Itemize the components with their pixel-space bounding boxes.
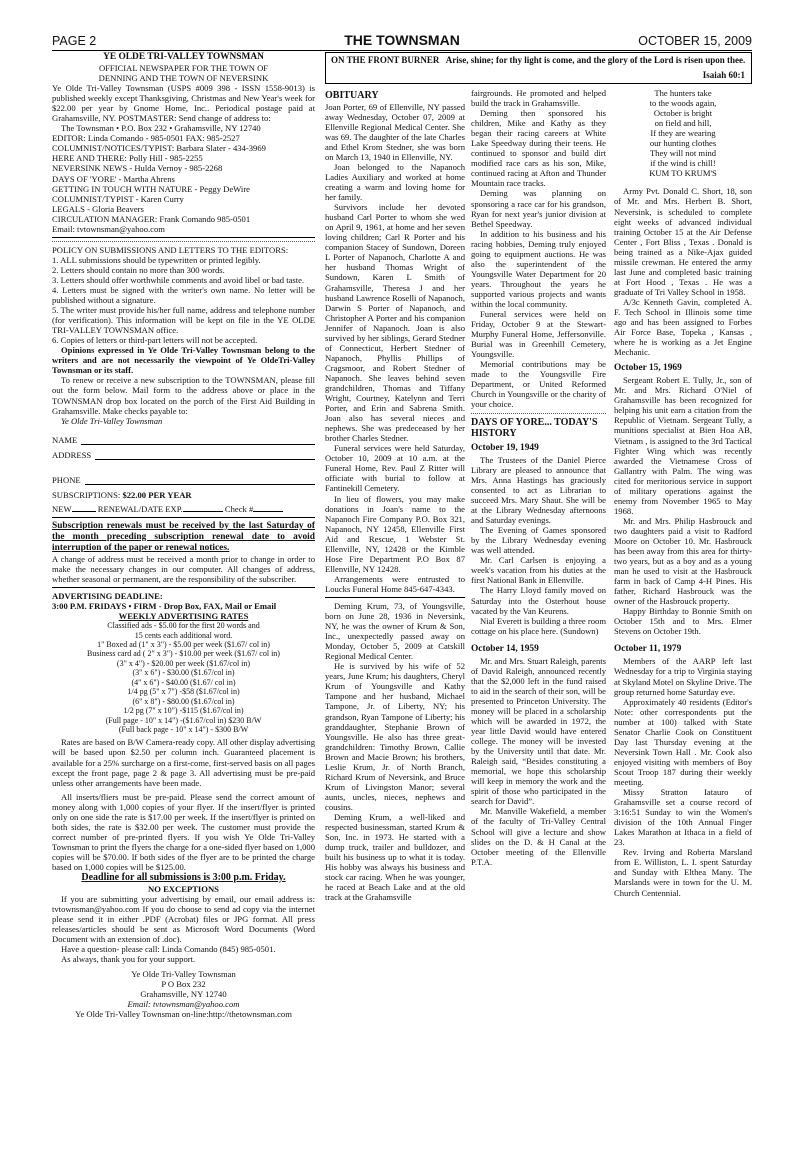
contact-email[interactable]: Email: tvtownsman@yahoo.com xyxy=(127,999,240,1010)
page-number: PAGE 2 xyxy=(52,34,97,48)
obit-paragraph: Memorial contributions may be made to the Youngsville Fire Department, or United Reformed Church in Youngsville or the charity of your choice. xyxy=(471,359,606,410)
front-burner-quote: Arise, shine; for thy light is come, and the glory of the Lord is risen upon thee. xyxy=(445,55,746,65)
renewal-date-field[interactable] xyxy=(183,504,223,512)
thanks-line: As always, thank you for your support. xyxy=(61,954,196,965)
history-paragraph: Rev. Irving and Roberta Marsland from E. Williston, L. I. spent Saturday and Sunday with Elthea Many. The Marslands were in town for the U. M. Church Centennial. xyxy=(614,847,752,898)
divider xyxy=(325,597,465,598)
date-heading: October 14, 1959 xyxy=(471,643,539,654)
policy-item: 5. The writer must provide his/her full name, address and telephone number (for verification). This information will be kept on file in the YE OLDE TRI-VALLEY TOWNSMAN office. xyxy=(52,305,315,336)
phone-label: PHONE xyxy=(52,474,81,485)
new-checkbox[interactable] xyxy=(72,504,96,512)
divider xyxy=(471,413,606,414)
rates-title: WEEKLY ADVERTISING RATES xyxy=(118,611,249,622)
obit-paragraph: Deming Krum, 73, of Youngsville, born on June 28, 1936 in Neversink, NY, he was the owner of Krum & Son, Inc., unexpectedly passed away on Monday, October 5, 2009 at Catskill Regional Medical Center. xyxy=(325,600,465,662)
divider xyxy=(52,237,315,238)
renew-instructions: To renew or receive a new subscription to the TOWNSMAN, please fill out the form below. Mail form to the address above or place in the TOWNSMAN drop box located on the porch of the First Aid Building in Grahamsville. Make checks payable to: xyxy=(52,375,315,416)
front-burner-source: Isaiah 60:1 xyxy=(702,70,745,81)
masthead-line: Ye Olde Tri-Valley Townsman (USPS #009 398 - ISSN 1558-9013) is published weekly except Thanksgiving, Christmas and New Year's week for $22.00 per year by Gnome Home, Inc.. Periodical postage paid at Grahamsville, NY. POSTMASTER: Send change of address to: xyxy=(52,83,315,124)
date-heading: October 15, 1969 xyxy=(614,363,682,374)
camera-ready-note: Rates are based on B/W Camera-ready copy. All other display advertising will be based upon $2.50 per column inch. Guaranteed placement is available for a 25% surcharge on a first-come, first-served basis on all pages except the front page, page 2 & page 3. All advertising must be pre-paid unless other arrangements have been made. xyxy=(52,737,315,788)
inserts-note: All inserts/fliers must be pre-paid. Please send the correct amount of money along with 1,000 copies of your flyer. If the insert/flyer is printed only on one side the rate is $17.00 per week. If the insert/flyer is printed on both sides, the rate is $32.00 per week. The customer must provide the correct number of pre-printed flyers. If you wish Ye Olde Tri-Valley Townsman to print the flyers the charge for a one-sided flyer based on 1,000 copies will be $70.00. If both sides of the flyer are to be printed the charge based on 1,000 copies will be $125.00. xyxy=(52,791,315,872)
obit-paragraph: Funeral services were held on Friday, October 9 at the Stewart-Murphy Funeral Home, Jeffersonville. Burial was in Greenhill Cemetery, Youngsville. xyxy=(471,309,606,360)
address-change-notice: A change of address must be received a month prior to change in order to make the necessary changes in our computer. All changes of address, whether seasonal or permanent, are the responsibility of the subscriber. xyxy=(52,553,315,584)
poem-line: If they are wearing xyxy=(650,128,716,139)
history-paragraph: The Harry Lloyd family moved on Saturday into the Osterhout house vacated by the Van Keurens. xyxy=(471,585,606,616)
poem-line: our hunting clothes xyxy=(649,138,717,149)
masthead-email: Email: tvtownsman@yahoo.com xyxy=(52,223,165,234)
masthead-line: The Townsman • P.O. Box 232 • Grahamsville, NY 12740 xyxy=(61,123,261,134)
no-exceptions: NO EXCEPTIONS xyxy=(148,883,219,894)
newspaper-title: THE TOWNSMAN xyxy=(344,32,460,48)
policy-item: 2. Letters should contain no more than 300 words. xyxy=(52,264,225,275)
rate-item: (4" x 6") - $40.00 ($1.67/ col in) xyxy=(131,677,236,687)
divider xyxy=(52,587,315,588)
rate-item: (Full back page - 10" x 14") - $300 B/W xyxy=(118,724,249,734)
subscription-price-line xyxy=(52,490,315,500)
rate-item: Business card ad ( 2" x 3") - $10.00 per week ($1.67/ col in) xyxy=(87,649,280,659)
rate-item: 1/4 pg (5" x 7") -$58 ($1.67/col in) xyxy=(127,687,240,697)
obit-paragraph: Deming Krum, a well-liked and respected businessman, started Krum & Son, Inc. in 1973. He started with a dump truck, trailer and bulldozer, and built his business up to what it is today. His hobby was always his business and stock car racing. When he was younger, he raced at Beach Lake and at the old track at the Grahamsville xyxy=(325,811,465,903)
masthead-line: COLUMNIST/NOTICES/TYPIST: Barbara Slater - 434-3969 xyxy=(52,143,266,154)
obit-paragraph: Deming was planning on sponsoring a race car for his grandson, Ryan for next year's junior division at Bethel Speedway. xyxy=(471,188,606,229)
masthead-line: HERE AND THERE: Polly Hill - 985-2255 xyxy=(52,153,203,164)
rates-list xyxy=(52,621,315,734)
history-paragraph: Mr. and Mrs. Stuart Raleigh, parents of David Raleigh, announced recently that the $2,000 left in the fund raised to aid in the search of their son, will be presented to Princeton University. The money will be placed in a scholarship which will be awarded in 1972, the year little David would have entered college. The money will be invested by the University until that date. Mr. Raleigh said, “Besides constituting a memorial, we hope this scholarship will keep in memory the work and the spirit of those who participated in the search for David”. xyxy=(471,655,606,807)
ad-deadline-title: ADVERTISING DEADLINE: xyxy=(52,591,163,602)
policy-title: POLICY ON SUBMISSIONS AND LETTERS TO THE EDITORS: xyxy=(52,244,289,255)
email-instructions: If you are submitting your advertising by email, our email address is: tvtownsman@yahoo.com If you do choose to send ad copy via the internet please send it in either .PDF (Acrobat) files or JPG format. All press releases/articles should be sent as Microsoft Word Documents (Word Document with an extension of .doc). xyxy=(52,893,315,944)
obit-paragraph: Deming then sponsored his children, Mike and Kathy as they began their racing careers at White Lake Speedway during their teens. He continued to sponsor and build dirt modified race cars as his son, Mike, continued racing at Afton and Thunder Mountain race tracks. xyxy=(471,108,606,189)
history-paragraph: Army Pvt. Donald C. Short, 18, son of Mr. and Mrs. Herbert B. Short, Neversink, is scheduled to complete eight weeks of advanced individual training October 15 at the Air Defense Center , Fort Bliss , Texas . Donald is being trained as a Nike-Ajax guided missile crewman. He entered the army last June and completed basic training at Fort Hood , Texas . He was a graduate of Tri Valley School in 1958. xyxy=(614,186,752,297)
question-line: Have a question- please call: Linda Comando (845) 985-0501. xyxy=(61,943,276,954)
history-paragraph: A/3c Kenneth Gavin, completed A. F. Tech School in Illinois some time ago and has been assigned to Forbes Air Force Base, Topeka , Kansas , where he is working as a Jet Engine Mechanic. xyxy=(614,296,752,358)
poem-line: KUM TO KRUM'S xyxy=(649,168,717,179)
policy-item: 6. Copies of letters or third-part letters will not be accepted. xyxy=(52,335,258,346)
history-paragraph: Approximately 40 residents (Editor's Note: other correspondents put the number at 100) talked with State Senator Charlie Cook on Constituent Day last Thursday evening at the Neversink Town Hall . Mr. Cook also enjoyed visiting with members of Boy Scout Troop 187 during their weekly meeting. xyxy=(614,696,752,787)
contact-box: P O Box 232 xyxy=(161,979,206,990)
rate-item: (3" x 4") - $20.00 per week ($1.67/col in) xyxy=(116,658,251,668)
poem-line: They will not mind xyxy=(649,148,717,159)
obituary-title: OBITUARY xyxy=(325,90,379,101)
history-paragraph: Sergeant Robert E. Tully, Jr., son of Mr. and Mrs. Richard O'Niel of Grahamsville has been recognized for helping his unit earn a citation from the Republic of Vietnam. Sergeant Tully, a munitions specialist at Bien Hoa AB, Vietnam , is assigned to the 3rd Tactical Fighter Wing which was recently awarded the Vietnamese Cross of Gallantry with Palm. The wing was cited for meritorious service in support of military operations against the enemy from November 1965 to May 1968. xyxy=(614,375,752,516)
rate-item: Classified ads - $5.00 for the first 20 words and xyxy=(107,621,260,631)
renewal-label: RENEWAL/DATE EXP. xyxy=(97,503,183,514)
policy-item: 4. Letters must be signed with the writer's own name. No letter will be published without a signature. xyxy=(52,284,315,306)
history-paragraph: Mr. Manville Wakefield, a member of the faculty of Tri-Valley Central School will give a lecture and show slides on the D. & H Canal at the October meeting of the Ellenville P.T.A. xyxy=(471,806,606,867)
masthead-line: NEVERSINK NEWS - Hulda Vernoy - 985-2268 xyxy=(52,163,223,174)
policy-item: 3. Letters should offer worthwhile comments and avoid libel or bad taste. xyxy=(52,274,305,285)
masthead-sub2: DENNING AND THE TOWN OF NEVERSINK xyxy=(98,73,269,84)
masthead-line: COLUMNIST/TYPIST - Karen Curry xyxy=(52,193,184,204)
masthead-column xyxy=(52,52,315,1019)
poem-line: The hunters take xyxy=(654,88,712,98)
history-paragraph: Missy Stratton Iatauro of Grahamsville set a course record of 3:16:51 Sunday to win the Women's division of the 10th Annual Finger Lakes Marathon at Ithaca in a field of 23. xyxy=(614,787,752,848)
front-burner-label: ON THE FRONT BURNER xyxy=(331,55,440,65)
policy-item: 1. ALL submissions should be typewritten or printed legibly. xyxy=(52,254,261,265)
front-burner-box xyxy=(325,52,752,84)
check-number-field[interactable] xyxy=(253,504,283,512)
name-field[interactable] xyxy=(52,435,315,445)
date-heading: October 11, 1979 xyxy=(614,644,682,655)
renewal-options xyxy=(52,504,315,514)
poem-line: if the wind is chill! xyxy=(650,158,716,169)
masthead-sub1: OFFICIAL NEWSPAPER FOR THE TOWN OF xyxy=(98,63,269,73)
name-label: NAME xyxy=(52,434,78,445)
contact-name: Ye Olde Tri-Valley Townsman xyxy=(131,969,236,980)
subs-label: SUBSCRIPTIONS: xyxy=(52,489,121,500)
renewal-notice: Subscription renewals must be received by the last Saturday of the month preceding subscription renewal date to avoid interruption of the paper or renewal notices. xyxy=(52,520,315,553)
obit-paragraph: Survivors include her devoted husband Carl Porter to whom she wed on April 9, 1961, at home and her seven loving children; Carl R Porter and his companion Stacey of Sundown, Doreen L Porter of Napanoch, Charlotte A and her husband Thomas Wright of Sundown, Karen L Smith of Grahamsville, Theresa J and her husband Lawrence Roselli of Napanoch, Darwin S Porter of Napanoch, and Christopher A Porter and his companion Jennifer of Napanoch. Joan is also survived by her siblings, Gerard Stedner of Connecticut, Herbert Stedner of Napanoch, Phyllis Phillips of Cragsmoor, and Robert Stedner of Napanoch. She leaves behind seven grandchildren, Thomas and Tiffany Wright, Courtney, Katelynn and Terri Porter, and Erin and Sabrena Smith. Joan also has several nieces and nephews. She was predeceased by her brother Charles Stedner. xyxy=(325,202,465,444)
date-heading: October 19, 1949 xyxy=(471,442,539,453)
masthead-name: YE OLDE TRI-VALLEY TOWNSMAN xyxy=(103,52,264,62)
page-header xyxy=(52,34,752,51)
masthead-line: GETTING IN TOUCH WITH NATURE - Peggy DeWire xyxy=(52,183,250,194)
poem-line: October is bright xyxy=(653,108,713,119)
history-paragraph: Happy Birthday to Bonnie Smith on October 15th and to Mrs. Elmer Stevens on October 19th. xyxy=(614,606,752,637)
rate-item: 15 cents each additional word. xyxy=(134,630,233,640)
obituary-column xyxy=(325,88,465,902)
ad-deadline-text: 3:00 P.M. FRIDAYS • FIRM - Drop Box, FAX, Mail or Email xyxy=(52,601,277,612)
divider xyxy=(52,517,315,518)
poem-line: on field and hill, xyxy=(654,118,712,129)
poem-line: to the woods again, xyxy=(649,98,717,109)
masthead-line: DAYS OF 'YORE' - Martha Ahrens xyxy=(52,173,175,184)
phone-field[interactable] xyxy=(52,475,315,485)
check-label: Check # xyxy=(224,503,254,514)
rate-item: (6" x 8") - $80.00 ($1.67/col in) xyxy=(132,696,235,706)
address-field[interactable] xyxy=(52,450,315,460)
issue-date: OCTOBER 15, 2009 xyxy=(638,34,752,48)
masthead-line: LEGALS - Gloria Beavers xyxy=(52,203,144,214)
obit-paragraph: fairgrounds. He promoted and helped build the track in Grahamsville. xyxy=(471,88,606,109)
obit-paragraph: Arrangements were entrusted to Loucks Funeral Home 845-647-4343. xyxy=(325,573,465,594)
poem xyxy=(614,88,752,178)
yore-title: DAYS OF YORE... TODAY'S HISTORY xyxy=(471,416,598,440)
rate-item: 1" Boxed ad (1" x 3") - $5.00 per week ($1.67/ col in) xyxy=(97,640,270,650)
opinion-disclaimer: Opinions expressed in Ye Olde Tri-Valley Townsman belong to the writers and are not necessarily the viewpoint of Ye OldeTri-Valley Townsman or its staff. xyxy=(52,345,315,376)
obit-paragraph: In addition to his business and his racing hobbies, Deming truly enjoyed going to equipment auctions. He was also the superintendent of the Youngsville Water Department for 20 years. Throughout the years he supported various projects and wants within the local community. xyxy=(471,228,606,309)
new-label: NEW xyxy=(52,503,72,514)
subs-price: $22.00 PER YEAR xyxy=(122,489,192,500)
address-label: ADDRESS xyxy=(52,449,92,460)
payable-to: Ye Olde Tri-Valley Townsman xyxy=(61,415,163,426)
masthead-line: EDITOR: Linda Comando - 985-0501 FAX: 985-2527 xyxy=(52,133,240,144)
submission-deadline: Deadline for all submissions is 3:00 p.m. Friday. xyxy=(81,872,286,884)
obit-paragraph: He is survived by his wife of 52 years, June Krum; his daughters, Cheryl Krum of Youngsville and Kathy Tampone and her husband, Michael Tampone, Jr. of Liberty, NY; his grandson, Ryan Tampone of Liberty; his granddaughter, Stephanie Brown of Youngsville. He also has three great-grandchildren: Timothy Brown, Callie Brown and Macie Brown; his brothers, Leslie Krum, Jr. of North Branch, Richard Krum of Neversink, and Bruce Krum of Livingston Manor; several aunts, uncles, nieces, nephews and cousins. xyxy=(325,661,465,812)
history-paragraph: Nial Everett is building a three room cottage on his place here. (Sundown) xyxy=(471,615,607,636)
divider xyxy=(52,241,315,242)
obit-paragraph: In lieu of flowers, you may make donations in Joan's name to the Napanoch Fire Company P.O. Box 321, Napanoch, NY 12458, Ellenville First Aid and Rescue, 1 Webster St. Ellenville, NY, 12428 or the Kimble Hose Fire Department P.O Box 87 Ellenville, NY 12428. xyxy=(325,493,465,574)
history-paragraph: Mr. and Mrs. Philip Hasbrouck and two daughters paid a visit to Radford Moore on October 10. Mr. Hasbrouck has been away from this area for thirty-two years, but as a boy and as a young man he used to visit at the Hasbrouck farm in back of Camp 4-H Pines. His father, Richard Hasbrouck was the owner of the Hasbrouck property. xyxy=(614,515,752,607)
obit-paragraph: Funeral services were held Saturday, October 10, 2009 at 10 a.m. at the Funeral Home, Rev. Paul Z Ritter will officiate with burial to follow at Fantinekill Cemetery. xyxy=(325,443,465,494)
rate-item: (Full page - 10" x 14") -($1.67/col in) $230 B/W xyxy=(105,715,262,725)
contact-website[interactable]: Ye Olde Tri-Valley Townsman on-line:http://thetownsman.com xyxy=(75,1009,292,1020)
obit-paragraph: Joan belonged to the Napanoch Ladies Auxiliary and worked at home creating a warm and loving home for her family. xyxy=(325,161,465,203)
history-paragraph: Members of the AARP left last Wednesday for a trip to Virginia staying at Skyland Motel on Skyline Drive. The group returned home Saturday eve. xyxy=(614,656,752,697)
masthead-line: CIRCULATION MANAGER: Frank Comando 985-0501 xyxy=(52,213,251,224)
contact-city: Grahamsville, NY 12740 xyxy=(140,989,227,1000)
history-column-2 xyxy=(614,88,752,898)
history-paragraph: The Trustees of the Daniel Pierce Library are pleased to announce that Mrs. Anna Hastings has graciously consented to act as Librarian to succeed Mrs. Mary Shaut. She will be at the Library Wednesday afternoons and Saturday evenings. xyxy=(471,454,606,526)
history-column xyxy=(471,88,606,867)
rate-item: (3" x 6") - $30.00 ($1.67/col in) xyxy=(132,668,235,678)
history-paragraph: Mr. Carl Carlsen is enjoying a week's vacation from his duties at the first National Bank in Ellenville. xyxy=(471,555,606,586)
obit-paragraph: Joan Porter, 69 of Ellenville, NY passed away Wednesday, October 07, 2009 at Ellenville Regional Medical Center. She was 69. The daughter of the late Charles and Ethel Krom Stedner, she was born on March 13, 1940 in Ellenville, NY. xyxy=(325,101,465,162)
rate-item: 1/2 pg (7" x 10") -$115 ($1.67/col in) xyxy=(123,706,244,716)
history-paragraph: The Evening of Games sponsored by the Library Wednesday evening was well attended. xyxy=(471,525,606,556)
contact-block xyxy=(52,969,315,1019)
